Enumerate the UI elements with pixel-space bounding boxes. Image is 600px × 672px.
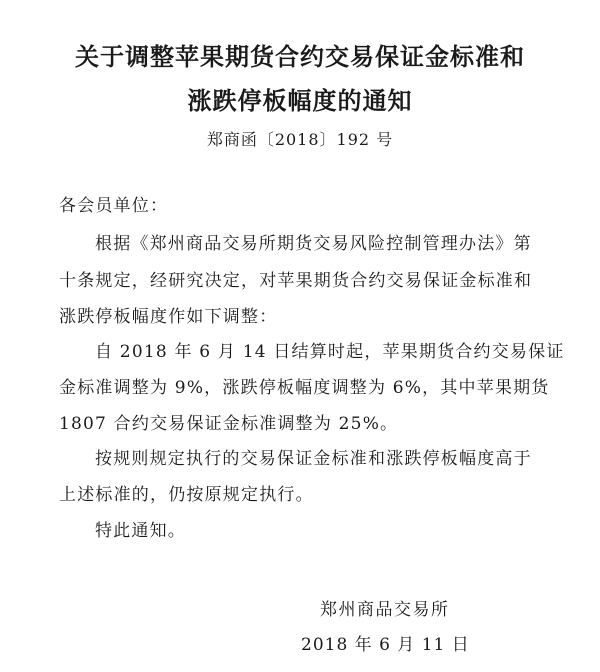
paragraph-1-line-1: 根据《郑州商品交易所期货交易风险控制管理办法》第 [95,234,532,254]
document-title-line-2: 涨跌停板幅度的通知 [187,87,413,115]
signature-date: 2018 年 6 月 11 日 [301,635,470,655]
paragraph-1-line-2: 十条规定，经研究决定，对苹果期货合约交易保证金标准和 [59,271,533,291]
paragraph-2-line-2: 金标准调整为 9%，涨跌停板幅度调整为 6%，其中苹果期货 [59,378,550,398]
paragraph-2-line-1: 自 2018 年 6 月 14 日结算时起，苹果期货合约交易保证 [95,342,565,362]
signature-organization: 郑州商品交易所 [320,600,450,620]
paragraph-2-line-3: 1807 合约交易保证金标准调整为 25%。 [59,414,399,434]
paragraph-1-line-3: 涨跌停板幅度作如下调整： [59,307,278,327]
closing-line: 特此通知。 [95,521,186,541]
paragraph-3-line-1: 按规则规定执行的交易保证金标准和涨跌停板幅度高于 [95,449,532,469]
salutation: 各会员单位： [59,196,169,216]
document-number: 郑商函〔2018〕192 号 [206,130,394,149]
paragraph-3-line-2: 上述标准的，仍按原规定执行。 [59,485,314,505]
document-title-line-1: 关于调整苹果期货合约交易保证金标准和 [75,43,525,71]
